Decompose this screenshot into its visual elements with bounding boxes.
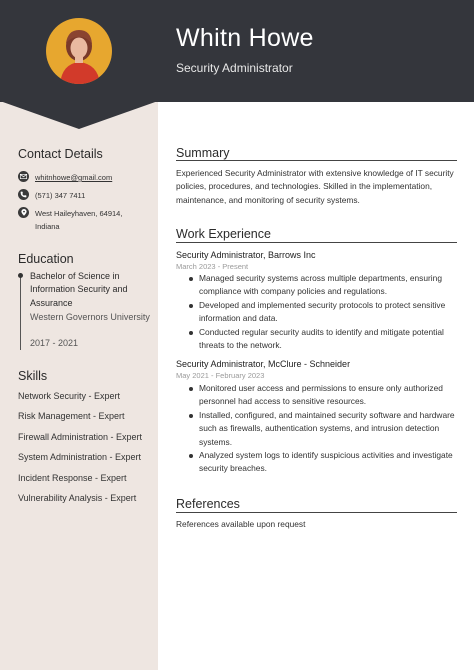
location-pin-icon [18,207,29,218]
bullet-dot [189,277,193,281]
skill-item: Network Security - Expert [18,391,121,401]
job-title-entry: Security Administrator, Barrows Inc [176,250,316,260]
bullet-text: Managed security systems across multiple departments, ensuring compliance with company policies and regulations. [199,273,442,297]
bullet-item [176,326,458,353]
experience-heading: Work Experience [176,227,271,241]
bullet-item [176,299,458,326]
education-heading: Education [18,252,74,266]
degree: Bachelor of Science in Information Security and Assurance [30,271,128,308]
section-divider [176,160,457,161]
skill-item: Vulnerability Analysis - Expert [18,493,137,503]
contact-address [18,207,145,233]
skill-item: Incident Response - Expert [18,473,127,483]
bullet-item [176,272,458,299]
profile-photo [46,18,112,84]
skill-item: Firewall Administration - Expert [18,432,143,442]
bullet-dot [189,454,193,458]
header-chevron [0,101,158,129]
job-title: Security Administrator [176,61,293,75]
bullet-dot [189,414,193,418]
bullet-text: Analyzed system logs to identify suspicious activities and investigate security breaches. [199,450,453,474]
timeline-dot [18,273,23,278]
skills-heading: Skills [18,369,48,383]
summary-heading: Summary [176,146,230,160]
job-dates: May 2021 - February 2023 [176,371,265,380]
bullet-item [176,382,458,409]
bullet-text: Installed, configured, and maintained security software and hardware such as firewalls, authentication systems, and intrusion detection systems. [199,409,455,447]
summary-text: Experienced Security Administrator with extensive knowledge of IT security policies, procedures, and technologies. Skilled in the implementation, maintenance, and monitoring of security systems. [176,168,454,205]
bullet-dot [189,304,193,308]
section-divider [176,512,457,513]
bullet-text: Monitored user access and permissions to ensure only authorized personnel had access to sensitive resources. [199,383,443,407]
school: Western Governors University [30,312,150,322]
references-text: References available upon request [176,519,306,529]
contact-email[interactable] [18,171,145,184]
education-years: 2017 - 2021 [30,338,79,348]
envelope-icon [18,171,29,182]
bullet-dot [189,387,193,391]
job-bullets [176,382,458,476]
bullet-item [176,409,458,449]
email-link[interactable]: whitnhowe@gmail.com [35,173,113,182]
contact-phone [18,189,145,202]
skill-item: Risk Management - Expert [18,411,125,421]
phone-icon [18,189,29,200]
bullet-text: Conducted regular security audits to identify and mitigate potential threats to the network. [199,326,444,351]
job-dates: March 2023 - Present [176,262,249,271]
section-divider [176,242,457,243]
bullet-item [176,449,458,476]
phone-number: (571) 347 7411 [35,191,86,200]
bullet-text: Developed and implemented security protocols to protect sensitive information and data. [199,299,446,324]
timeline-line [20,274,21,350]
sidebar [0,102,158,670]
education-entry [18,270,150,350]
job-bullets [176,272,458,352]
skill-item: System Administration - Expert [18,452,142,462]
address-text: West Haileyhaven, 64914, Indiana [35,209,123,231]
references-heading: References [176,497,240,511]
bullet-dot [189,331,193,335]
candidate-name: Whitn Howe [176,24,314,52]
contact-heading: Contact Details [18,147,103,161]
job-title-entry: Security Administrator, McClure - Schneider [176,359,351,369]
